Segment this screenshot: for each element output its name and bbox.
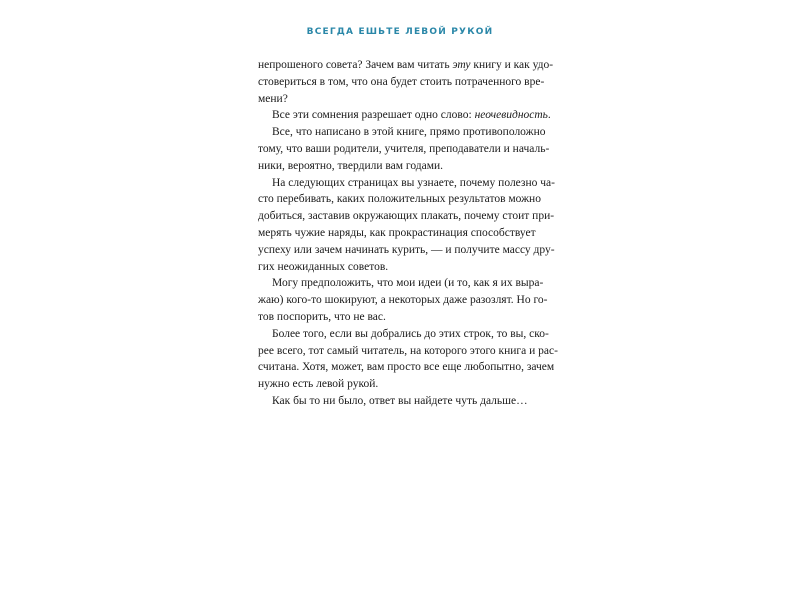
text-line xyxy=(258,326,549,343)
paragraph xyxy=(258,275,548,325)
text-segment: тов поспорить, что не вас. xyxy=(258,310,386,323)
text-segment: Как бы то ни было, ответ вы найдете чуть дальше… xyxy=(272,394,528,407)
text-segment: сто перебивать, каких положительных результатов можно xyxy=(258,193,541,206)
paragraph xyxy=(258,124,550,174)
text-segment: Все, что написано в этой книге, прямо противоположно xyxy=(272,126,546,139)
text-line xyxy=(258,74,545,91)
text-segment: успеху или зачем начинать курить, — и получите массу дру- xyxy=(258,243,555,256)
text-line xyxy=(258,242,555,259)
running-head: ВСЕГДА ЕШЬТЕ ЛЕВОЙ РУКОЙ xyxy=(306,27,494,37)
text-segment: непрошеного совета? Зачем вам читать xyxy=(258,59,453,71)
text-segment: Могу предположить, что мои идеи (и то, как я их выра- xyxy=(272,277,544,290)
paragraph xyxy=(258,107,551,124)
text-line xyxy=(258,343,558,360)
text-line xyxy=(258,259,530,276)
text-line xyxy=(258,359,555,376)
text-line xyxy=(258,107,551,124)
text-segment: стовериться в том, что она будет стоить потраченного вре- xyxy=(258,75,545,88)
text-line xyxy=(258,57,554,74)
text-segment: считана. Хотя, может, вам просто все еще любопытно, зачем xyxy=(258,361,555,374)
text-segment: книгу и как удо- xyxy=(470,59,554,71)
paragraph xyxy=(258,57,554,107)
emphasis: эту xyxy=(452,59,471,71)
text-line xyxy=(258,275,544,292)
text-segment: . xyxy=(547,109,551,122)
text-line xyxy=(258,158,530,175)
text-line xyxy=(258,91,530,108)
text-segment: На следующих страницах вы узнаете, почему полезно ча- xyxy=(272,176,555,189)
text-line xyxy=(258,225,536,242)
text-segment: Более того, если вы добрались до этих строк, то вы, ско- xyxy=(272,327,549,340)
text-segment: жаю) кого-то шокируют, а некоторых даже разозлят. Но го- xyxy=(258,294,548,307)
text-segment: гих неожиданных советов. xyxy=(258,260,389,273)
paragraph xyxy=(258,326,558,393)
text-segment: тому, что ваши родители, учителя, преподаватели и началь- xyxy=(258,142,550,155)
text-line xyxy=(258,393,530,410)
text-line xyxy=(258,292,548,309)
text-line xyxy=(258,376,530,393)
emphasis: неочевидность xyxy=(474,109,548,122)
text-segment: Все эти сомнения разрешает одно слово: xyxy=(272,109,475,122)
text-line xyxy=(258,124,546,141)
text-segment: нужно есть левой рукой. xyxy=(258,378,379,391)
text-segment: рее всего, тот самый читатель, на которого этого книга и рас- xyxy=(258,344,558,357)
text-line xyxy=(258,309,530,326)
text-segment: мерять чужие наряды, как прокрастинация способствует xyxy=(258,226,536,239)
paragraph xyxy=(258,175,555,276)
text-segment: мени? xyxy=(258,92,288,105)
text-segment: ники, вероятно, твердили вам годами. xyxy=(258,159,444,172)
text-line xyxy=(258,175,555,192)
text-line xyxy=(258,191,541,208)
text-line xyxy=(258,208,555,225)
text-segment: добиться, заставив окружающих плакать, почему стоит при- xyxy=(258,210,555,223)
paragraph xyxy=(258,393,530,410)
body-text xyxy=(258,57,558,410)
text-line xyxy=(258,141,550,158)
